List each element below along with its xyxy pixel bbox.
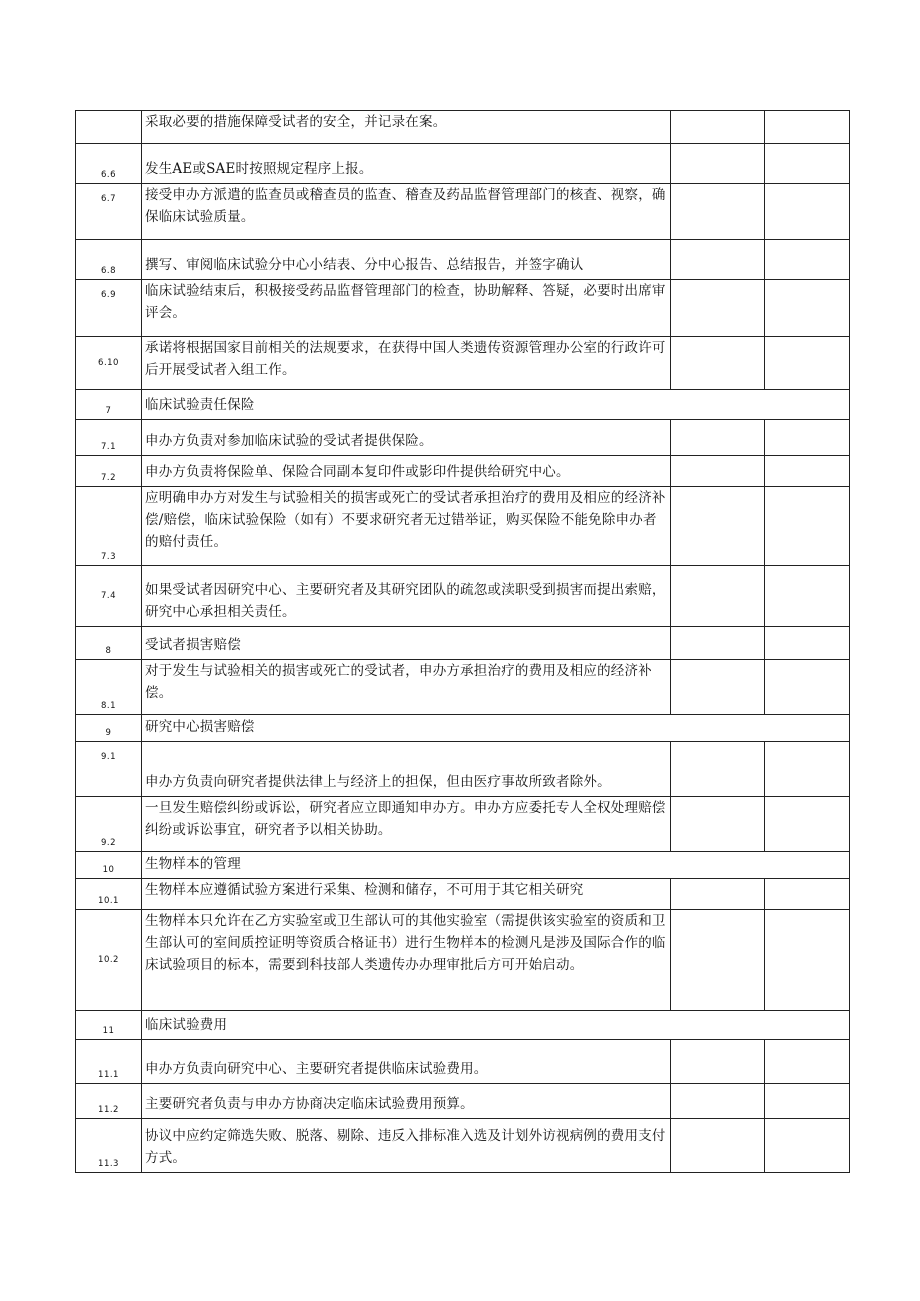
blank-cell	[671, 660, 765, 715]
table-row	[76, 337, 850, 390]
row-number: 11.3	[76, 1119, 142, 1173]
section-row	[76, 627, 850, 660]
blank-cell	[765, 240, 850, 280]
row-text: 如果受试者因研究中心、主要研究者及其研究团队的疏忽或渎职受到损害而提出索赔，研究中心承担相关责任。	[142, 566, 671, 627]
row-text: 申办方负责将保险单、保险合同副本复印件或影印件提供给研究中心。	[142, 456, 671, 487]
blank-cell	[765, 566, 850, 627]
table-row	[76, 184, 850, 240]
blank-cell	[765, 879, 850, 910]
row-text: 承诺将根据国家目前相关的法规要求，在获得中国人类遗传资源管理办公室的行政许可后开展受试者入组工作。	[142, 337, 671, 390]
row-text: 接受申办方派遣的监查员或稽查员的监查、稽查及药品监督管理部门的核査、视察，确保临床试验质量。	[142, 184, 671, 240]
table-row	[76, 456, 850, 487]
blank-cell	[765, 184, 850, 240]
section-title: 生物样本的管理	[142, 852, 850, 879]
row-text: 撰写、审阅临床试验分中心小结表、分中心报告、总结报告，并签字确认	[142, 240, 671, 280]
row-text: 采取必要的措施保障受试者的安全，并记录在案。	[142, 111, 671, 144]
row-number: 11	[76, 1011, 142, 1040]
blank-cell	[671, 456, 765, 487]
row-number	[76, 111, 142, 144]
table-row	[76, 742, 850, 797]
blank-cell	[671, 1040, 765, 1084]
blank-cell	[671, 1084, 765, 1119]
row-text: 临床试验结束后，积极接受药品监督管理部门的检查，协助解释、答疑，必要时出席审评会。	[142, 280, 671, 337]
blank-cell	[765, 910, 850, 1011]
row-number: 7	[76, 390, 142, 420]
blank-cell	[671, 184, 765, 240]
section-row	[76, 852, 850, 879]
blank-cell	[671, 144, 765, 184]
section-row	[76, 390, 850, 420]
blank-cell	[671, 420, 765, 456]
blank-cell	[765, 1084, 850, 1119]
row-text: 应明确申办方对发生与试验相关的损害或死亡的受试者承担治疗的费用及相应的经济补偿/赔偿，临床试验保险（如有）不要求研究者无过错举证，购买保险不能免除申办者的赔付责任。	[142, 487, 671, 566]
blank-cell	[765, 337, 850, 390]
table-row	[76, 797, 850, 852]
section-title: 临床试验费用	[142, 1011, 850, 1040]
row-number: 10.1	[76, 879, 142, 910]
agreement-table	[75, 110, 850, 1173]
row-number: 10.2	[76, 910, 142, 1011]
blank-cell	[671, 566, 765, 627]
row-number: 7.4	[76, 566, 142, 627]
table-row	[76, 487, 850, 566]
section-title: 临床试验责任保险	[142, 390, 850, 420]
blank-cell	[671, 240, 765, 280]
blank-cell	[671, 487, 765, 566]
blank-cell	[765, 1119, 850, 1173]
blank-cell	[671, 627, 765, 660]
blank-cell	[765, 627, 850, 660]
table-row	[76, 240, 850, 280]
row-text: 一旦发生赔偿纠纷或诉讼，研究者应立即通知申办方。申办方应委托专人全权处理赔偿纠纷或诉讼事宜，研究者予以相关协助。	[142, 797, 671, 852]
blank-cell	[671, 797, 765, 852]
table-row	[76, 280, 850, 337]
row-number: 11.1	[76, 1040, 142, 1084]
row-number: 7.2	[76, 456, 142, 487]
row-text: 生物样本只允许在乙方实验室或卫生部认可的其他实验室（需提供该实验室的资质和卫生部认可的室间质控证明等资质合格证书）进行生物样本的检测凡是涉及国际合作的临床试验项目的标本，需要到科技部人类遗传办办理审批后方可开始启动。	[142, 910, 671, 1011]
blank-cell	[765, 111, 850, 144]
table-row	[76, 1040, 850, 1084]
row-text: 对于发生与试验相关的损害或死亡的受试者，申办方承担治疗的费用及相应的经济补偿。	[142, 660, 671, 715]
table-row	[76, 420, 850, 456]
row-number: 11.2	[76, 1084, 142, 1119]
blank-cell	[765, 280, 850, 337]
blank-cell	[765, 797, 850, 852]
blank-cell	[671, 337, 765, 390]
row-number: 6.10	[76, 337, 142, 390]
table-row	[76, 111, 850, 144]
row-number: 9.1	[76, 742, 142, 797]
blank-cell	[765, 144, 850, 184]
row-number: 8	[76, 627, 142, 660]
table-row	[76, 144, 850, 184]
row-text: 申办方负责向研究者提供法律上与经济上的担保，但由医疗事故所致者除外。	[142, 742, 671, 797]
row-number: 6.8	[76, 240, 142, 280]
table-row	[76, 1119, 850, 1173]
blank-cell	[765, 660, 850, 715]
section-title: 研究中心损害赔偿	[142, 715, 850, 742]
row-number: 7.1	[76, 420, 142, 456]
section-row	[76, 1011, 850, 1040]
blank-cell	[671, 742, 765, 797]
blank-cell	[671, 280, 765, 337]
table-row	[76, 910, 850, 1011]
row-text: 主要研究者负责与申办方协商决定临床试验费用预算。	[142, 1084, 671, 1119]
blank-cell	[765, 420, 850, 456]
row-number: 9.2	[76, 797, 142, 852]
row-text: 协议中应约定筛选失败、脱落、剔除、违反入排标准入选及计划外访视病例的费用支付方式。	[142, 1119, 671, 1173]
table-row	[76, 1084, 850, 1119]
blank-cell	[671, 111, 765, 144]
blank-cell	[671, 1119, 765, 1173]
section-row	[76, 715, 850, 742]
row-number: 6.6	[76, 144, 142, 184]
blank-cell	[671, 910, 765, 1011]
row-number: 6.7	[76, 184, 142, 240]
row-text: 发生AE或SAE时按照规定程序上报。	[142, 144, 671, 184]
row-text: 生物样本应遵循试验方案进行采集、检测和储存，不可用于其它相关研究	[142, 879, 671, 910]
row-number: 10	[76, 852, 142, 879]
row-text: 申办方负责对参加临床试验的受试者提供保险。	[142, 420, 671, 456]
table-row	[76, 566, 850, 627]
table-row	[76, 660, 850, 715]
row-number: 8.1	[76, 660, 142, 715]
blank-cell	[671, 879, 765, 910]
row-text: 申办方负责向研究中心、主要研究者提供临床试验费用。	[142, 1040, 671, 1084]
section-title: 受试者损害赔偿	[142, 627, 671, 660]
blank-cell	[765, 742, 850, 797]
blank-cell	[765, 456, 850, 487]
table-row	[76, 879, 850, 910]
row-number: 9	[76, 715, 142, 742]
row-number: 6.9	[76, 280, 142, 337]
row-number: 7.3	[76, 487, 142, 566]
blank-cell	[765, 487, 850, 566]
blank-cell	[765, 1040, 850, 1084]
